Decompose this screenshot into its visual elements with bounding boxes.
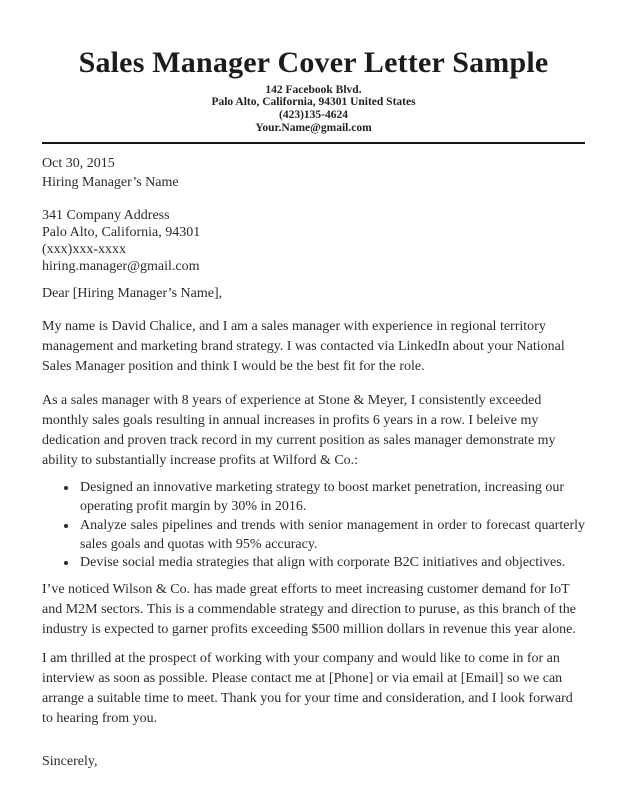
letter-body	[42, 155, 585, 772]
achievement-item-2: • Analyze sales pipelines and trends with senior management in order to forecast quarterly sales goals and quotas with 95% accuracy.	[78, 517, 585, 555]
paragraph-experience: As a sales manager with 8 years of experience at Stone & Meyer, I consistently exceeded monthly sales goals resulting in annual increases in profits 6 years in a row. I beleive my dedication and proven track record in my current position as sales manager demonstrate my ability to substantially increase profits at Wilford & Co.:	[42, 393, 556, 469]
sender-street-address: 142 Facebook Blvd.	[265, 83, 362, 96]
sender-email: Your.Name@gmail.com	[255, 122, 372, 135]
salutation: Dear [Hiring Manager’s Name],	[42, 286, 223, 302]
header-divider	[42, 142, 585, 144]
recipient-name: Hiring Manager’s Name	[42, 174, 179, 190]
paragraph-introduction: My name is David Chalice, and I am a sales manager with experience in regional territory management and marketing brand strategy. I was contacted via LinkedIn about your National Sales Manager position and think I would be the best fit for the role.	[42, 318, 565, 374]
recipient-city-state: Palo Alto, California, 94301	[42, 224, 201, 240]
letter-date: Oct 30, 2015	[42, 156, 115, 172]
recipient-email: hiring.manager@gmail.com	[42, 259, 200, 275]
recipient-phone: (xxx)xxx-xxxx	[42, 242, 126, 258]
achievement-item-1: • Designed an innovative marketing strategy to boost market penetration, increasing our operating profit margin by 30% in 2016.	[78, 479, 585, 517]
recipient-street-address: 341 Company Address	[42, 207, 170, 223]
sender-contact-block	[42, 84, 585, 136]
page-title: Sales Manager Cover Letter Sample	[78, 46, 549, 79]
sender-city-state: Palo Alto, California, 94301 United States	[211, 96, 416, 109]
date-recipient-block	[42, 155, 585, 193]
paragraph-call-to-action: I am thrilled at the prospect of working with your company and would like to come in for an interview as soon as possible. Please contact me at [Phone] or via email at [Email] so we can arrange a suitable time to meet. Thank you for your time and consideration, and I look forward to hearing from you.	[42, 650, 573, 726]
achievement-list	[42, 479, 585, 573]
closing-signoff: Sincerely,	[42, 754, 98, 770]
letterhead	[42, 46, 585, 144]
paragraph-company-research: I’ve noticed Wilson & Co. has made great efforts to meet increasing customer demand for IoT and M2M sectors. This is a commendable strategy and direction to puruse, as this branch of the industry is expected to garner profits exceeding $500 million dollars in revenue this year alone.	[42, 582, 576, 638]
achievement-item-3: • Devise social media strategies that align with corporate B2C initiatives and objectives.	[78, 554, 585, 573]
sender-phone: (423)135-4624	[279, 109, 348, 122]
recipient-address-block	[42, 207, 585, 275]
